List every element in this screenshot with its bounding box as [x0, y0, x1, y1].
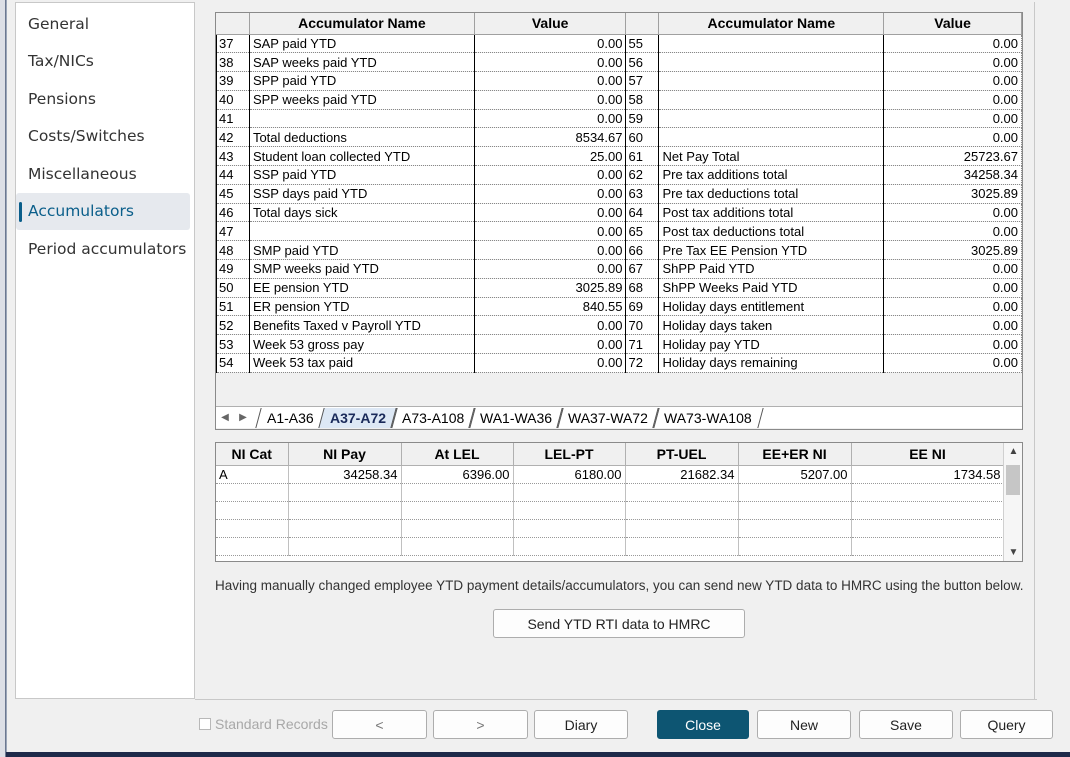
sidebar-item-period-accumulators[interactable]: [16, 230, 194, 268]
ni-cell[interactable]: [513, 519, 625, 537]
tab-scroll-right-icon[interactable]: ▶: [239, 412, 247, 423]
column-header: Accumulator Name: [659, 13, 884, 34]
sidebar-item-label: Accumulators: [28, 202, 134, 221]
ni-cell[interactable]: 6180.00: [513, 465, 625, 483]
save-button[interactable]: Save: [859, 710, 953, 739]
accumulators-panel: [195, 2, 1035, 699]
ni-cell[interactable]: [851, 519, 1004, 537]
accumulator-name-cell[interactable]: SSP days paid YTD: [249, 184, 474, 203]
row-number: 64: [626, 203, 659, 222]
row-number: 71: [626, 335, 659, 354]
sidebar-item-tax-nics[interactable]: [16, 43, 194, 81]
sidebar-item-pensions[interactable]: [16, 80, 194, 118]
row-number: 42: [217, 128, 250, 147]
accumulator-name-cell[interactable]: Student loan collected YTD: [249, 147, 474, 166]
accumulator-value-cell[interactable]: 0.00: [474, 72, 626, 91]
checkbox-box[interactable]: [199, 718, 211, 730]
ni-row: [216, 501, 1004, 519]
accumulator-name-cell[interactable]: [659, 90, 884, 109]
accumulator-row: [217, 222, 1022, 241]
ni-column-header: PT-UEL: [625, 443, 738, 465]
row-number: 47: [217, 222, 250, 241]
accumulator-row: [217, 34, 1022, 53]
ni-grid: [215, 442, 1023, 562]
corner-header: [217, 13, 250, 34]
sidebar-item-label: Costs/Switches: [28, 127, 145, 146]
accumulator-value-cell[interactable]: 0.00: [474, 241, 626, 260]
sidebar-item-miscellaneous[interactable]: [16, 155, 194, 193]
accumulator-row: [217, 316, 1022, 335]
column-header: Value: [884, 13, 1022, 34]
row-number: 60: [626, 128, 659, 147]
accumulator-value-cell[interactable]: 34258.34: [884, 166, 1022, 185]
accumulator-name-cell[interactable]: [249, 222, 474, 241]
sidebar-item-label: Pensions: [28, 89, 96, 108]
row-number: 65: [626, 222, 659, 241]
ni-cell[interactable]: [513, 483, 625, 501]
new-button[interactable]: New: [757, 710, 851, 739]
accumulator-value-cell[interactable]: 0.00: [884, 72, 1022, 91]
row-number: 44: [217, 166, 250, 185]
ni-cell[interactable]: [738, 519, 851, 537]
standard-records-checkbox[interactable]: [199, 716, 328, 732]
accumulator-name-cell[interactable]: [659, 109, 884, 128]
accumulator-row: [217, 203, 1022, 222]
ni-cell[interactable]: [401, 501, 513, 519]
sheet-tab-label: A73-A108: [401, 409, 465, 426]
accumulator-name-cell[interactable]: SAP weeks paid YTD: [249, 53, 474, 72]
sidebar-item-general[interactable]: [16, 5, 194, 43]
row-number: 40: [217, 90, 250, 109]
row-number: 61: [626, 147, 659, 166]
ni-column-header: LEL-PT: [513, 443, 625, 465]
accumulator-name-cell[interactable]: Holiday days entitlement: [659, 297, 884, 316]
accumulator-row: [217, 278, 1022, 297]
row-number: 53: [217, 335, 250, 354]
row-number: 49: [217, 260, 250, 279]
ni-cell[interactable]: [851, 501, 1004, 519]
accumulator-value-cell[interactable]: 3025.89: [884, 241, 1022, 260]
sheet-tab[interactable]: [390, 408, 476, 428]
sidebar: [15, 2, 195, 699]
row-number: 50: [217, 278, 250, 297]
column-header: Value: [474, 13, 626, 34]
scroll-down-icon[interactable]: ▼: [1008, 547, 1019, 558]
row-number: 55: [626, 34, 659, 53]
ni-cell[interactable]: [216, 483, 288, 501]
ni-row: [216, 537, 1004, 555]
accumulator-name-cell[interactable]: Week 53 gross pay: [249, 335, 474, 354]
accumulator-value-cell[interactable]: 0.00: [474, 53, 626, 72]
accumulator-name-cell[interactable]: SPP paid YTD: [249, 72, 474, 91]
accumulator-row: [217, 109, 1022, 128]
accumulator-value-cell[interactable]: 0.00: [884, 335, 1022, 354]
ni-cell[interactable]: [288, 501, 401, 519]
accumulator-name-cell[interactable]: EE pension YTD: [249, 278, 474, 297]
accumulator-value-cell[interactable]: 0.00: [884, 316, 1022, 335]
accumulator-name-cell[interactable]: [659, 128, 884, 147]
row-number: 52: [217, 316, 250, 335]
sidebar-item-label: Miscellaneous: [28, 164, 137, 183]
accumulator-value-cell[interactable]: 0.00: [884, 109, 1022, 128]
row-number: 45: [217, 184, 250, 203]
ni-cell[interactable]: 6396.00: [401, 465, 513, 483]
accumulator-name-cell[interactable]: Holiday pay YTD: [659, 335, 884, 354]
ni-cell[interactable]: [513, 501, 625, 519]
accumulator-row: [217, 128, 1022, 147]
row-number: 62: [626, 166, 659, 185]
next-record-button[interactable]: >: [433, 710, 528, 739]
ni-cell[interactable]: [288, 483, 401, 501]
accumulator-name-cell[interactable]: Post tax deductions total: [659, 222, 884, 241]
accumulator-value-cell[interactable]: 0.00: [884, 53, 1022, 72]
row-number: 63: [626, 184, 659, 203]
accumulator-value-cell[interactable]: 0.00: [474, 109, 626, 128]
accumulator-value-cell[interactable]: 0.00: [884, 297, 1022, 316]
sheet-tab[interactable]: [652, 408, 763, 428]
accumulator-row: [217, 354, 1022, 373]
ni-cell[interactable]: A: [216, 465, 288, 483]
sheet-tab-label: WA1-WA36: [480, 409, 553, 426]
scroll-up-icon[interactable]: ▲: [1008, 446, 1019, 457]
ni-cell[interactable]: [738, 483, 851, 501]
accumulator-name-cell[interactable]: ShPP Paid YTD: [659, 260, 884, 279]
row-number: 39: [217, 72, 250, 91]
ni-cell[interactable]: [738, 501, 851, 519]
scroll-thumb[interactable]: [1006, 465, 1020, 495]
accumulator-row: [217, 335, 1022, 354]
accumulator-name-cell[interactable]: SPP weeks paid YTD: [249, 90, 474, 109]
standard-records-label: Standard Records: [215, 716, 328, 732]
column-header: Accumulator Name: [249, 13, 474, 34]
accumulator-row: [217, 241, 1022, 260]
accumulator-value-cell[interactable]: 0.00: [474, 166, 626, 185]
ni-cell[interactable]: [288, 537, 401, 555]
sidebar-item-label: General: [28, 14, 90, 33]
ni-cell[interactable]: [216, 501, 288, 519]
sidebar-item-costs-switches[interactable]: [16, 118, 194, 156]
row-number: 58: [626, 90, 659, 109]
accumulator-name-cell[interactable]: SMP paid YTD: [249, 241, 474, 260]
ni-row: [216, 483, 1004, 501]
row-number: 69: [626, 297, 659, 316]
ni-cell[interactable]: [851, 537, 1004, 555]
row-number: 37: [217, 34, 250, 53]
accumulator-value-cell[interactable]: 0.00: [474, 203, 626, 222]
info-text: Having manually changed employee YTD payment details/accumulators, you can send new YTD data to HMRC using the button below.: [215, 578, 1024, 593]
sidebar-item-label: Tax/NICs: [28, 52, 94, 71]
ni-row: [216, 519, 1004, 537]
accumulator-value-cell[interactable]: 0.00: [474, 34, 626, 53]
sidebar-item-accumulators[interactable]: [16, 193, 190, 231]
row-number: 70: [626, 316, 659, 335]
accumulator-value-cell[interactable]: 0.00: [474, 354, 626, 373]
ni-cell[interactable]: [401, 519, 513, 537]
query-button[interactable]: Query: [960, 710, 1053, 739]
ni-cell[interactable]: [625, 483, 738, 501]
ni-cell[interactable]: [738, 537, 851, 555]
accumulator-value-cell[interactable]: 0.00: [884, 354, 1022, 373]
row-number: 41: [217, 109, 250, 128]
accumulator-name-cell[interactable]: Pre Tax EE Pension YTD: [659, 241, 884, 260]
ni-scrollbar[interactable]: [1003, 443, 1022, 561]
accumulator-name-cell[interactable]: Post tax additions total: [659, 203, 884, 222]
accumulator-row: [217, 297, 1022, 316]
row-number: 43: [217, 147, 250, 166]
accumulator-name-cell[interactable]: [249, 109, 474, 128]
footer-divider: [195, 699, 1037, 700]
ni-column-header: NI Pay: [288, 443, 401, 465]
accumulator-spreadsheet: [215, 12, 1023, 430]
sidebar-item-label: Period accumulators: [28, 239, 187, 258]
sheet-tab[interactable]: [468, 408, 563, 428]
accumulator-value-cell[interactable]: 0.00: [474, 335, 626, 354]
accumulator-value-cell[interactable]: 0.00: [884, 278, 1022, 297]
accumulator-value-cell[interactable]: 0.00: [474, 316, 626, 335]
accumulator-row: [217, 260, 1022, 279]
ni-cell[interactable]: [216, 519, 288, 537]
tab-scroll-left-icon[interactable]: ◀: [221, 412, 229, 423]
accumulator-name-cell[interactable]: Pre tax additions total: [659, 166, 884, 185]
row-number: 67: [626, 260, 659, 279]
row-number: 54: [217, 354, 250, 373]
accumulator-value-cell[interactable]: 0.00: [474, 184, 626, 203]
ni-column-header: At LEL: [401, 443, 513, 465]
ni-cell[interactable]: [625, 537, 738, 555]
accumulator-name-cell[interactable]: [659, 72, 884, 91]
row-number: 59: [626, 109, 659, 128]
ni-cell[interactable]: 5207.00: [738, 465, 851, 483]
accumulator-name-cell[interactable]: [659, 34, 884, 53]
accumulator-value-cell[interactable]: 3025.89: [474, 278, 626, 297]
close-button[interactable]: Close: [657, 710, 749, 739]
employee-record-window: [6, 0, 1070, 752]
sheet-tab[interactable]: [318, 408, 397, 428]
accumulator-value-cell[interactable]: 0.00: [474, 260, 626, 279]
ni-cell[interactable]: [625, 519, 738, 537]
accumulator-name-cell[interactable]: [659, 53, 884, 72]
accumulator-name-cell[interactable]: SMP weeks paid YTD: [249, 260, 474, 279]
accumulator-name-cell[interactable]: Benefits Taxed v Payroll YTD: [249, 316, 474, 335]
accumulator-value-cell[interactable]: 0.00: [884, 222, 1022, 241]
accumulator-value-cell[interactable]: 0.00: [474, 222, 626, 241]
ni-column-header: NI Cat: [216, 443, 288, 465]
sheet-tab-bar: [216, 406, 1022, 428]
accumulator-value-cell[interactable]: 25723.67: [884, 147, 1022, 166]
accumulator-row: [217, 184, 1022, 203]
previous-record-button[interactable]: <: [332, 710, 427, 739]
ni-cell[interactable]: 34258.34: [288, 465, 401, 483]
accumulator-row: [217, 166, 1022, 185]
accumulator-name-cell[interactable]: Total deductions: [249, 128, 474, 147]
accumulator-name-cell[interactable]: SAP paid YTD: [249, 34, 474, 53]
row-number: 48: [217, 241, 250, 260]
accumulator-value-cell[interactable]: 0.00: [884, 90, 1022, 109]
ni-column-header: EE+ER NI: [738, 443, 851, 465]
row-number: 57: [626, 72, 659, 91]
ni-cell[interactable]: [401, 483, 513, 501]
sheet-tab[interactable]: [556, 408, 659, 428]
row-number: 51: [217, 297, 250, 316]
sheet-tab-label: WA37-WA72: [568, 409, 648, 426]
accumulator-row: [217, 90, 1022, 109]
ni-cell[interactable]: [216, 537, 288, 555]
row-number: 56: [626, 53, 659, 72]
row-number: 38: [217, 53, 250, 72]
accumulator-value-cell[interactable]: 0.00: [884, 34, 1022, 53]
row-number: 72: [626, 354, 659, 373]
row-number: 66: [626, 241, 659, 260]
ni-column-header: EE NI: [851, 443, 1004, 465]
accumulator-value-cell[interactable]: 840.55: [474, 297, 626, 316]
accumulator-value-cell[interactable]: 25.00: [474, 147, 626, 166]
accumulator-value-cell[interactable]: 3025.89: [884, 184, 1022, 203]
ni-cell[interactable]: [851, 483, 1004, 501]
accumulator-name-cell[interactable]: Total days sick: [249, 203, 474, 222]
send-ytd-rti-button[interactable]: Send YTD RTI data to HMRC: [493, 609, 745, 638]
row-number: 68: [626, 278, 659, 297]
accumulator-name-cell[interactable]: Holiday days remaining: [659, 354, 884, 373]
sheet-tab-label: WA73-WA108: [663, 409, 752, 426]
accumulator-name-cell[interactable]: ER pension YTD: [249, 297, 474, 316]
row-number: 46: [217, 203, 250, 222]
accumulator-value-cell[interactable]: 0.00: [884, 260, 1022, 279]
accumulator-table: [216, 13, 1022, 373]
accumulator-row: [217, 147, 1022, 166]
ni-table: [216, 443, 1005, 556]
ni-cell[interactable]: 21682.34: [625, 465, 738, 483]
sheet-tab-label: A37-A72: [329, 409, 386, 426]
accumulator-value-cell[interactable]: 0.00: [474, 90, 626, 109]
diary-button[interactable]: Diary: [534, 710, 628, 739]
accumulator-name-cell[interactable]: ShPP Weeks Paid YTD: [659, 278, 884, 297]
ni-cell[interactable]: [401, 537, 513, 555]
ni-cell[interactable]: [625, 501, 738, 519]
sheet-tab[interactable]: [255, 408, 325, 428]
accumulator-name-cell[interactable]: Holiday days taken: [659, 316, 884, 335]
accumulator-row: [217, 72, 1022, 91]
sheet-tab-label: A1-A36: [267, 409, 314, 426]
accumulator-value-cell[interactable]: 8534.67: [474, 128, 626, 147]
accumulator-name-cell[interactable]: Pre tax deductions total: [659, 184, 884, 203]
accumulator-name-cell[interactable]: SSP paid YTD: [249, 166, 474, 185]
accumulator-value-cell[interactable]: 0.00: [884, 128, 1022, 147]
ni-row: [216, 465, 1004, 483]
accumulator-value-cell[interactable]: 0.00: [884, 203, 1022, 222]
ni-cell[interactable]: 1734.58: [851, 465, 1004, 483]
corner-header: [626, 13, 659, 34]
ni-cell[interactable]: [288, 519, 401, 537]
accumulator-row: [217, 53, 1022, 72]
accumulator-name-cell[interactable]: Week 53 tax paid: [249, 354, 474, 373]
accumulator-name-cell[interactable]: Net Pay Total: [659, 147, 884, 166]
ni-cell[interactable]: [513, 537, 625, 555]
